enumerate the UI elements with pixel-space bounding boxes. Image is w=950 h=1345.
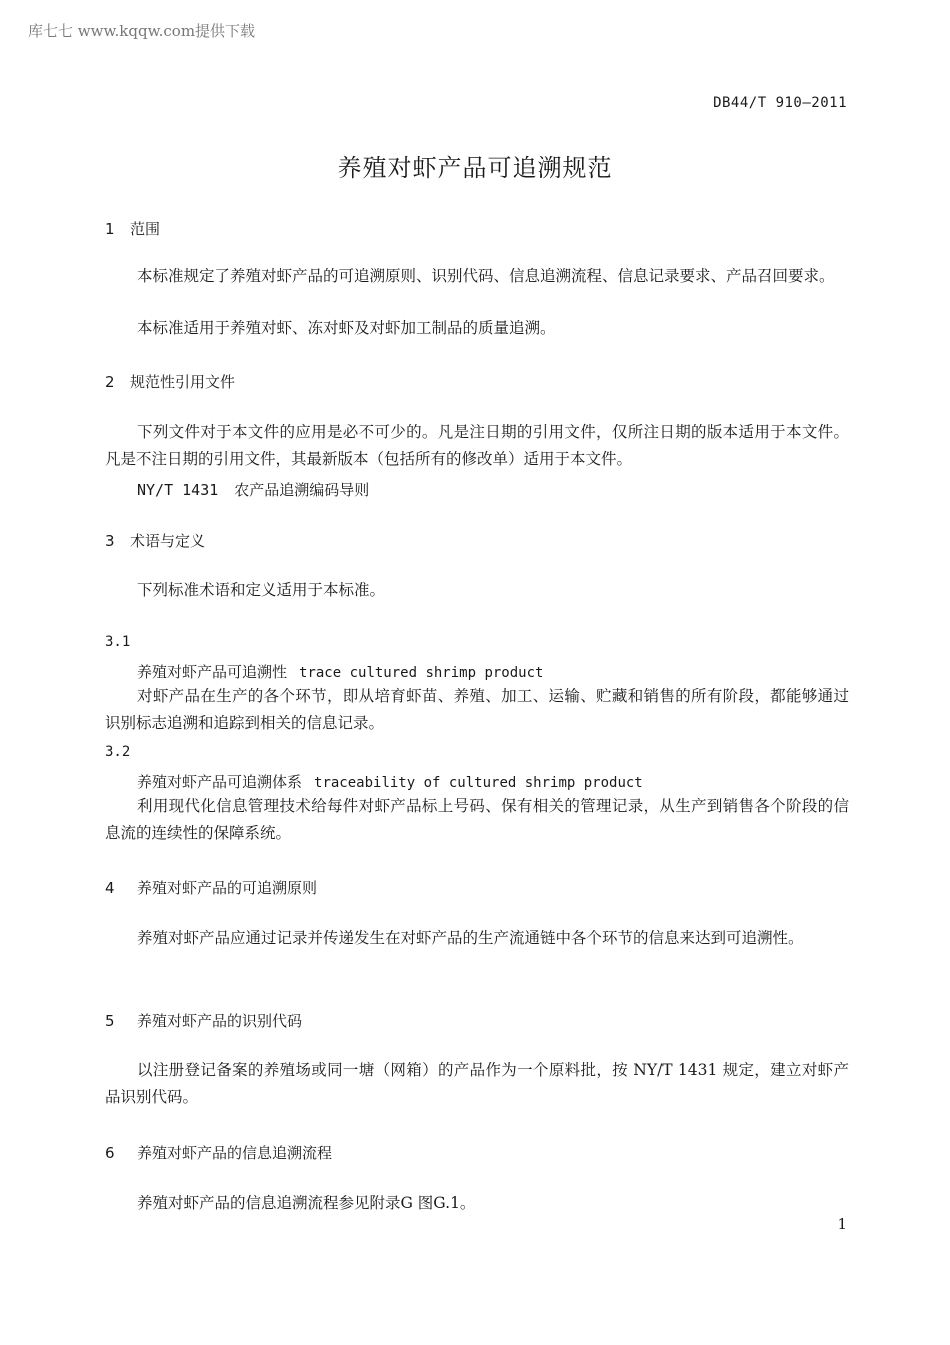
- section-title: 规范性引用文件: [130, 373, 236, 391]
- section-5-heading: [105, 1010, 302, 1031]
- watermark-text: 库七七 www.kqqw.com提供下载: [28, 22, 256, 40]
- term-3-2: [137, 771, 643, 792]
- normative-reference: [137, 479, 369, 500]
- section-6-heading: [105, 1142, 332, 1163]
- term-3-2-number: 3.2: [105, 744, 131, 760]
- section-1-heading: [105, 218, 160, 239]
- section-1-paragraph-1: 本标准规定了养殖对虾产品的可追溯原则、识别代码、信息追溯流程、信息记录要求、产品召回要求。: [137, 267, 835, 285]
- section-title: 养殖对虾产品的信息追溯流程: [137, 1144, 333, 1162]
- page-title: 养殖对虾产品可追溯规范: [337, 154, 613, 182]
- reference-code: NY/T 1431: [137, 481, 219, 499]
- section-title: 养殖对虾产品的识别代码: [137, 1012, 303, 1030]
- section-number: 1: [105, 220, 115, 238]
- section-3-paragraph-1: 下列标准术语和定义适用于本标准。: [137, 581, 386, 599]
- section-1-paragraph-2: 本标准适用于养殖对虾、冻对虾及对虾加工制品的质量追溯。: [137, 319, 556, 337]
- section-number: 3: [105, 532, 115, 550]
- section-number: 5: [105, 1012, 115, 1030]
- section-4-paragraph-1: 养殖对虾产品应通过记录并传递发生在对虾产品的生产流通链中各个环节的信息来达到可追溯性。: [137, 929, 804, 947]
- term-3-1: [137, 661, 543, 682]
- term-en: traceability of cultured shrimp product: [314, 775, 643, 791]
- section-number: 4: [105, 879, 115, 897]
- section-2-paragraph-1: 下列文件对于本文件的应用是必不可少的。凡是注日期的引用文件，仅所注日期的版本适用于本文件。凡是不注日期的引用文件，其最新版本（包括所有的修改单）适用于本文件。: [105, 423, 849, 468]
- term-cn: 养殖对虾产品可追溯体系: [137, 773, 303, 791]
- section-title: 养殖对虾产品的可追溯原则: [137, 879, 318, 897]
- reference-title: 农产品追溯编码导则: [234, 481, 370, 499]
- section-6-paragraph-1: 养殖对虾产品的信息追溯流程参见附录G 图G.1。: [137, 1194, 476, 1212]
- term-3-2-definition: 利用现代化信息管理技术给每件对虾产品标上号码、保有相关的管理记录，从生产到销售各个阶段的信息流的连续性的保障系统。: [105, 797, 849, 842]
- section-5-paragraph-1: 以注册登记备案的养殖场或同一塘（网箱）的产品作为一个原料批，按 NY/T 1431 规定，建立对虾产品识别代码。: [105, 1061, 849, 1106]
- term-3-1-definition: 对虾产品在生产的各个环节，即从培育虾苗、养殖、加工、运输、贮藏和销售的所有阶段，都能够通过识别标志追溯和追踪到相关的信息记录。: [105, 687, 849, 732]
- term-3-1-number: 3.1: [105, 634, 131, 650]
- page-number: 1: [837, 1215, 847, 1233]
- section-3-heading: [105, 530, 205, 551]
- term-cn: 养殖对虾产品可追溯性: [137, 663, 288, 681]
- document-number: DB44/T 910—2011: [713, 95, 847, 111]
- term-en: trace cultured shrimp product: [299, 665, 544, 681]
- section-title: 范围: [130, 220, 161, 238]
- section-4-heading: [105, 877, 317, 898]
- section-number: 6: [105, 1144, 115, 1162]
- section-2-heading: [105, 371, 235, 392]
- section-number: 2: [105, 373, 115, 391]
- section-title: 术语与定义: [130, 532, 206, 550]
